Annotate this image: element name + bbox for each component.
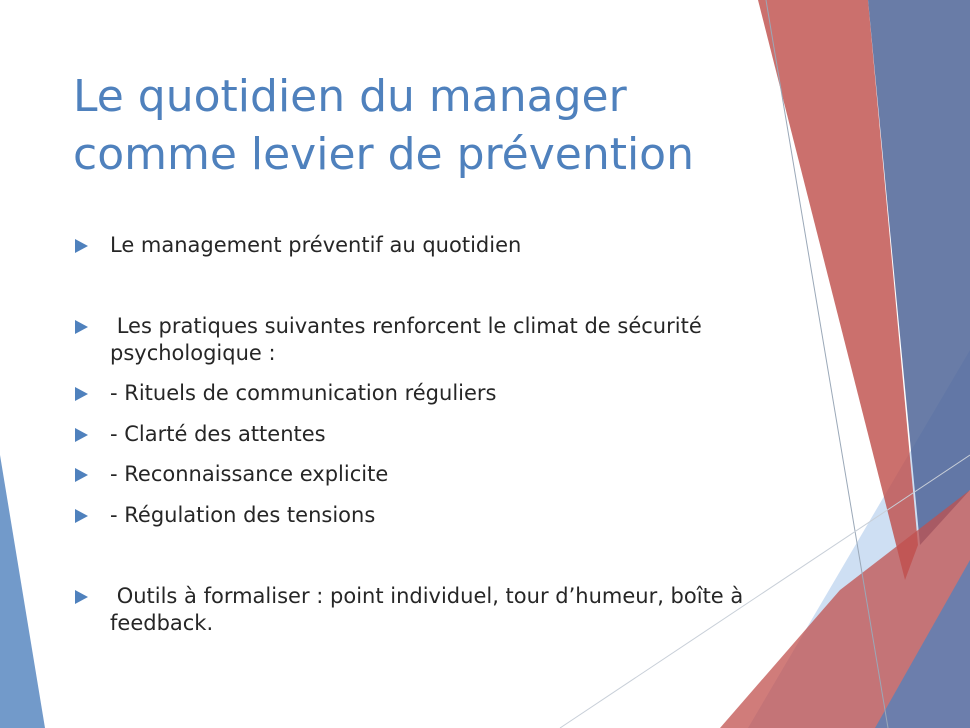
bullet-triangle-icon	[75, 590, 88, 604]
bullet-item	[73, 380, 753, 407]
bullet-text: - Rituels de communication réguliers	[110, 381, 497, 405]
bullet-triangle-icon	[75, 239, 88, 253]
bullet-item	[73, 232, 753, 259]
bullet-triangle-icon	[75, 468, 88, 482]
bullet-text: Le management préventif au quotidien	[110, 233, 522, 257]
bullet-triangle-icon	[75, 320, 88, 334]
slide-title-line-2: comme levier de prévention	[73, 129, 694, 180]
bullet-item	[73, 583, 753, 637]
bullet-item	[73, 461, 753, 488]
bullet-text: Outils à formaliser : point individuel, tour d’humeur, boîte à feedback.	[110, 584, 750, 635]
slide-title	[73, 68, 773, 184]
bullet-item	[73, 502, 753, 529]
bullet-item	[73, 313, 753, 367]
bullet-triangle-icon	[75, 428, 88, 442]
bullet-text: - Reconnaissance explicite	[110, 462, 389, 486]
bullet-triangle-icon	[75, 509, 88, 523]
bullet-text: Les pratiques suivantes renforcent le climat de sécurité psychologique :	[110, 314, 709, 365]
bullet-item	[73, 421, 753, 448]
blue-left-edge-shape	[0, 455, 45, 728]
slide-title-line-1: Le quotidien du manager	[73, 71, 627, 122]
bullet-triangle-icon	[75, 387, 88, 401]
bullet-text: - Clarté des attentes	[110, 422, 326, 446]
bullet-text: - Régulation des tensions	[110, 503, 376, 527]
